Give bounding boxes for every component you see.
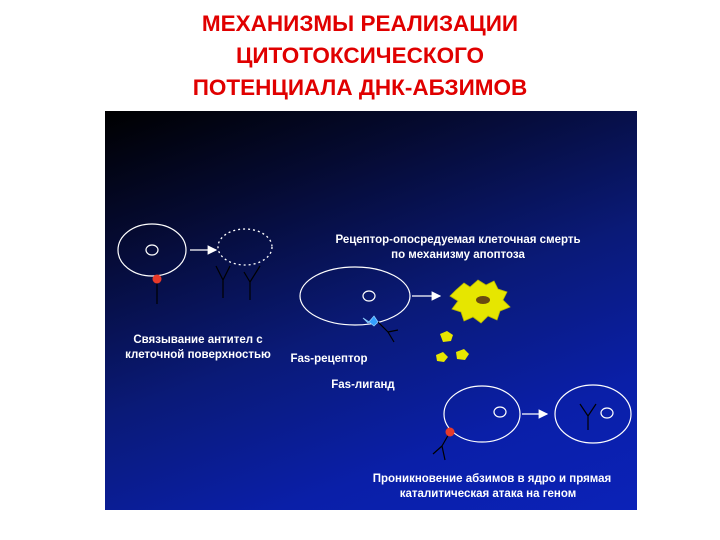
receptor-death-line1: Рецептор-опосредуемая клеточная смерть	[335, 234, 581, 246]
target-cell	[300, 267, 410, 342]
penetration-label-line1: Проникновение абзимов в ядро и прямая	[372, 473, 612, 485]
cell-with-antibody	[118, 224, 186, 304]
fas-ligand-label: Fas-лиганд	[331, 379, 395, 391]
cell-nucleus	[363, 291, 375, 301]
title-line-3: ПОТЕНЦИАЛА ДНК-АБЗИМОВ	[192, 75, 528, 100]
antibody-red-dot-icon	[153, 275, 162, 284]
penetration-label-line2: каталитическая атака на геном	[399, 488, 577, 500]
fas-receptor-label: Fas-рецептор	[290, 353, 368, 365]
receptor-death-line2: по механизму апоптоза	[391, 249, 525, 261]
binding-label-line2: клеточной поверхностью	[125, 349, 271, 361]
apoptotic-cell-icon	[450, 280, 510, 323]
penetrated-cell	[433, 386, 520, 460]
abzyme-y-icon	[580, 404, 596, 430]
nucleus-attacked-cell	[555, 385, 631, 443]
binding-label-line1: Связывание антител с	[133, 334, 263, 346]
antibody-y-icon-2	[244, 266, 260, 300]
antibody-y-icon	[216, 266, 230, 298]
cell-nucleus	[601, 408, 613, 418]
fas-ligand-icon	[378, 322, 398, 342]
apoptotic-body-icon	[440, 331, 453, 342]
title-line-1: МЕХАНИЗМЫ РЕАЛИЗАЦИИ	[201, 11, 519, 36]
antibody-red-dot-icon	[446, 428, 455, 437]
title-line-2: ЦИТОТОКСИЧЕСКОГО	[235, 43, 485, 68]
apoptotic-bodies	[436, 331, 469, 362]
cell-nucleus	[494, 407, 506, 417]
cell-nucleus	[146, 245, 158, 255]
apoptotic-body-icon	[456, 349, 469, 360]
apoptotic-body-icon	[436, 352, 448, 362]
lysed-cell	[216, 229, 272, 300]
